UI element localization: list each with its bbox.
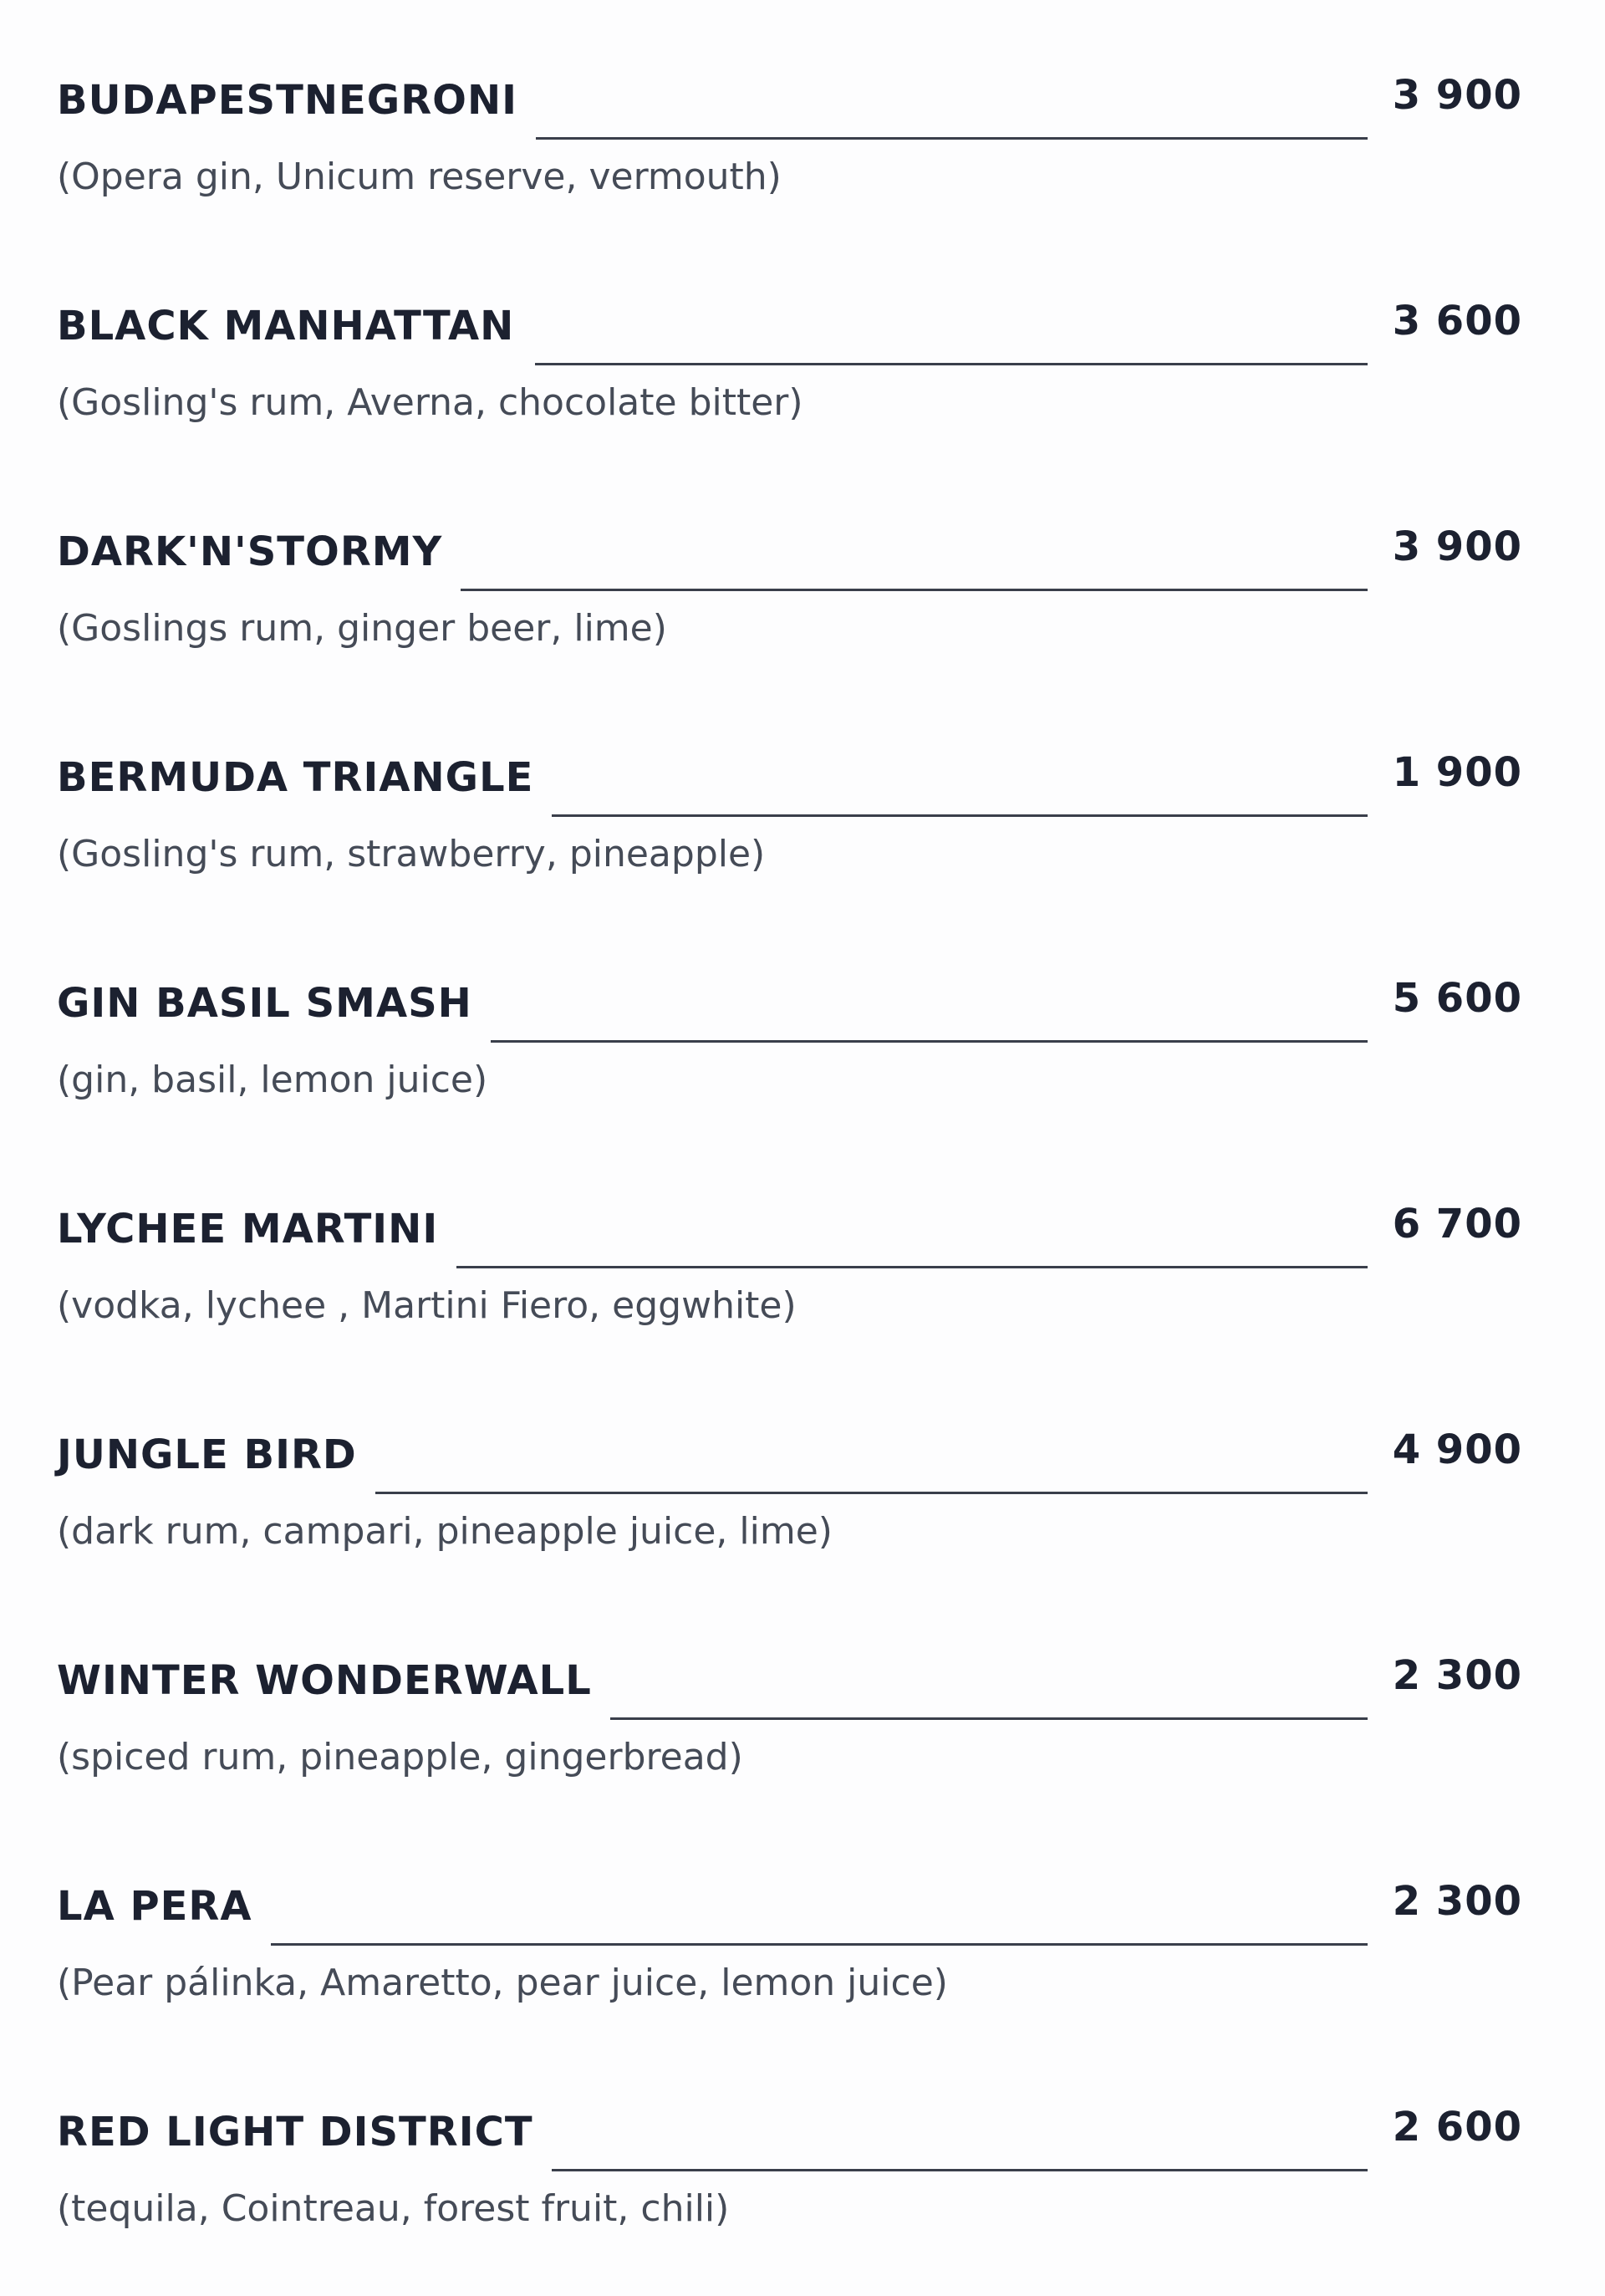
item-name: LA PERA — [57, 1883, 252, 1930]
item-price: 3 600 — [1392, 298, 1522, 344]
menu-item — [0, 747, 1605, 915]
menu-item — [0, 1651, 1605, 1818]
item-description: (gin, basil, lemon juice) — [57, 1059, 488, 1101]
dotted-leader-line — [536, 137, 1368, 140]
item-price: 2 300 — [1392, 1652, 1522, 1699]
menu-item — [0, 1876, 1605, 2043]
dotted-leader-line — [456, 1266, 1368, 1268]
menu-item — [0, 522, 1605, 689]
item-description: (dark rum, campari, pineapple juice, lime) — [57, 1510, 833, 1553]
menu-item — [0, 1425, 1605, 1592]
item-description: (Gosling's rum, Averna, chocolate bitter) — [57, 381, 803, 424]
item-price: 4 900 — [1392, 1426, 1522, 1473]
item-price: 3 900 — [1392, 72, 1522, 119]
item-name: DARK'N'STORMY — [57, 528, 443, 575]
item-name: BUDAPESTNEGRONI — [57, 77, 517, 124]
dotted-leader-line — [610, 1717, 1368, 1720]
dotted-leader-line — [552, 2169, 1368, 2171]
dotted-leader-line — [535, 363, 1368, 365]
menu-item — [0, 296, 1605, 463]
item-price: 5 600 — [1392, 975, 1522, 1022]
item-price: 2 600 — [1392, 2104, 1522, 2151]
item-description: (Pear pálinka, Amaretto, pear juice, lemon juice) — [57, 1962, 948, 2004]
menu-item — [0, 2102, 1605, 2269]
item-name: RED LIGHT DISTRICT — [57, 2109, 533, 2156]
item-description: (spiced rum, pineapple, gingerbread) — [57, 1736, 743, 1778]
item-name: LYCHEE MARTINI — [57, 1206, 439, 1253]
dotted-leader-line — [461, 589, 1368, 591]
item-description: (Goslings rum, ginger beer, lime) — [57, 607, 667, 650]
dotted-leader-line — [375, 1492, 1368, 1494]
item-description: (vodka, lychee , Martini Fiero, eggwhite) — [57, 1284, 797, 1327]
dotted-leader-line — [552, 814, 1368, 817]
item-name: GIN BASIL SMASH — [57, 980, 472, 1027]
menu-item — [0, 70, 1605, 237]
menu-item — [0, 973, 1605, 1140]
item-description: (tequila, Cointreau, forest fruit, chili) — [57, 2187, 730, 2230]
item-name: JUNGLE BIRD — [57, 1431, 357, 1478]
item-price: 6 700 — [1392, 1201, 1522, 1247]
item-description: (Gosling's rum, strawberry, pineapple) — [57, 833, 766, 875]
dotted-leader-line — [271, 1943, 1368, 1946]
item-name: BERMUDA TRIANGLE — [57, 754, 534, 801]
dotted-leader-line — [491, 1040, 1368, 1043]
item-price: 3 900 — [1392, 523, 1522, 570]
item-price: 2 300 — [1392, 1878, 1522, 1925]
item-name: WINTER WONDERWALL — [57, 1657, 592, 1704]
menu-item — [0, 1199, 1605, 1366]
item-name: BLACK MANHATTAN — [57, 303, 515, 350]
item-description: (Opera gin, Unicum reserve, vermouth) — [57, 156, 782, 198]
item-price: 1 900 — [1392, 749, 1522, 796]
